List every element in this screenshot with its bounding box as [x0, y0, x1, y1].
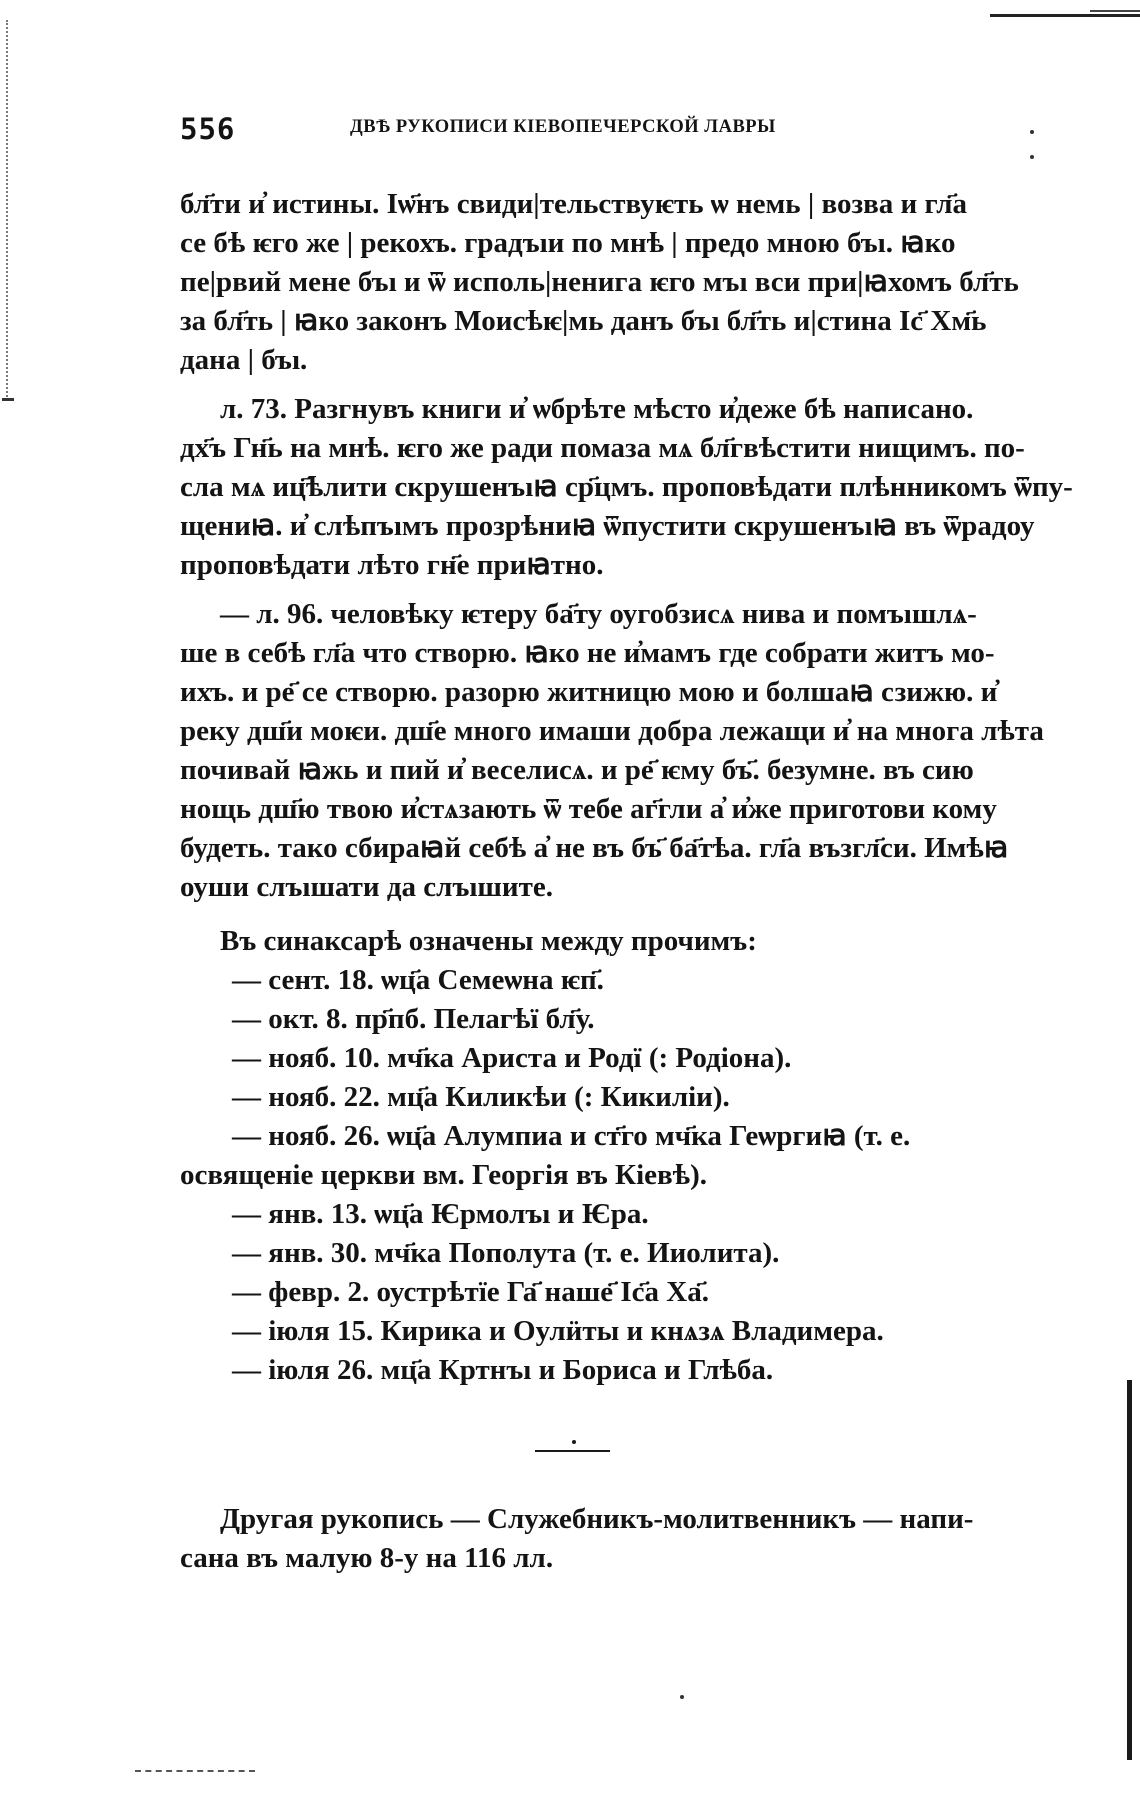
text-line: нощь дш҃ю твою и҆стѧзають ѿ тебе аг҃гли а҆ и҆же приготови кому — [180, 793, 997, 825]
text-line: дх҃ъ Гн҃ь на мнѣ. ѥго же ради помаза мѧ бл҃гвѣстити нищимъ. по- — [180, 432, 1025, 464]
synaxarion-item: — нояб. 22. мц҃а Киликѣи (: Кикиліи). — [232, 1081, 730, 1113]
text-line: проповѣдати лѣто гн҃е приꙗтно. — [180, 549, 604, 581]
paragraph-leaf-73 — [180, 390, 1073, 585]
text-line: сана въ малую 8-у на 116 лл. — [180, 1542, 554, 1574]
scan-edge-mark — [990, 14, 1140, 17]
text-line: почивай ꙗжь и пий и҆ веселисѧ. и ре҃ ѥму бъ҃. безумне. въ сию — [180, 754, 974, 786]
scan-speck — [680, 1695, 684, 1699]
text-line: оуши слъıшати да слъıшите. — [180, 871, 553, 903]
synaxarion-section — [180, 922, 1030, 1390]
page-number: 556 — [180, 112, 236, 146]
scan-edge-left — [6, 20, 10, 400]
synaxarion-item: — янв. 13. ѡц҃а Ѥрмолъı и Ѥра. — [232, 1198, 649, 1230]
paragraph-leaf-96 — [180, 595, 1044, 907]
text-line: ше в себѣ гл҃а что створю. ꙗко не и҆мамъ где собрати житъ мо- — [180, 637, 995, 669]
synaxarion-item: — іюля 26. мц҃а Кртнъı и Бориса и Глѣба. — [232, 1354, 774, 1386]
synaxarion-intro: Въ синаксарѣ означены между прочимъ: — [220, 925, 757, 957]
synaxarion-item: — нояб. 26. ѡц҃а Алумпиа и ст҃го мч҃ка Геѡргиꙗ (т. е. — [232, 1120, 911, 1152]
text-line: щениꙗ. и҆ слѣпъıмъ прозрѣниꙗ ѿпустити скрушенъıꙗ въ ѿрадоу — [180, 510, 1035, 542]
scan-edge-right — [1127, 1380, 1132, 1760]
text-line: ихъ. и ре҃ се створю. разорю житницю мою и болшаꙗ сзижю. и҆ — [180, 676, 998, 708]
scan-edge-mark — [2, 398, 14, 401]
text-line: за бл҃ть | ꙗко законъ Моисѣѥ|мь данъ бъı бл҃ть и|стина Іс҃ Хм҃ь — [180, 305, 987, 337]
paragraph-gospel-john — [180, 185, 1030, 380]
text-line: — л. 96. человѣку ѥтеру ба҃ту оугобзисѧ нива и помъıшлѧ- — [220, 598, 977, 630]
text-line: Другая рукопись — Служебникъ-молитвенникъ — напи- — [220, 1503, 974, 1535]
synaxarion-item-continuation: освященіе церкви вм. Георгія въ Кіевѣ). — [180, 1159, 707, 1191]
separator-dot — [572, 1440, 576, 1444]
synaxarion-item: — янв. 30. мч҃ка Пополута (т. е. Ииолита). — [232, 1237, 780, 1269]
paragraph-second-manuscript — [180, 1500, 1030, 1578]
text-line: будеть. тако сбираꙗй себѣ а҆ не въ бъ҃ ба҃тѣа. гл҃а възгл҃си. Имѣꙗ — [180, 832, 1009, 864]
running-head: ДВѢ РУКОПИСИ КІЕВОПЕЧЕРСКОЙ ЛАВРЫ — [350, 117, 776, 137]
synaxarion-item: — іюля 15. Кирика и Оулӥты и кнѧзѧ Владимера. — [232, 1315, 884, 1347]
text-line: пе|рвий мене бъı и ѿ исполь|ненига ѥго мъı вси при|ꙗхомъ бл҃ть — [180, 266, 1019, 298]
section-separator — [535, 1450, 610, 1452]
text-line: реку дш҃и моѥи. дш҃е много имаши добра лежащи и҆ на многа лѣта — [180, 715, 1044, 747]
text-line: се бѣ ѥго же | рекохъ. градъıи по мнѣ | предо мною бъı. ꙗко — [180, 227, 956, 259]
synaxarion-item: — окт. 8. пр҃пб. Пелагѣї бл҃у. — [232, 1003, 595, 1035]
synaxarion-item: — нояб. 10. мч҃ка Ариста и Родї (: Родіона). — [232, 1042, 792, 1074]
text-line: сла мѧ иц҃ѣлити скрушенъıꙗ ср҃цмъ. проповѣдати плѣнникомъ ѿпу- — [180, 471, 1073, 503]
text-line: бл҃ти и҆ истины. Іѡ҃нъ свиди|тельствуѥть ѡ немь | возва и гл҃а — [180, 188, 967, 220]
synaxarion-item: — сент. 18. ѡц҃а Семеѡна ѥп҃. — [232, 964, 604, 996]
synaxarion-item: — февр. 2. оустрѣтїе Га҃ наше҃ Іс҃а Ха҃. — [232, 1276, 709, 1308]
text-line: л. 73. Разгнувъ книги и҆ ѡбрѣте мѣсто и҆деже бѣ написано. — [220, 393, 974, 425]
scan-edge-bottom — [135, 1770, 255, 1774]
scan-speck — [1030, 155, 1034, 159]
scan-speck — [1030, 130, 1034, 134]
text-line: дана | бъı. — [180, 344, 308, 376]
scan-edge-mark — [1090, 10, 1140, 12]
